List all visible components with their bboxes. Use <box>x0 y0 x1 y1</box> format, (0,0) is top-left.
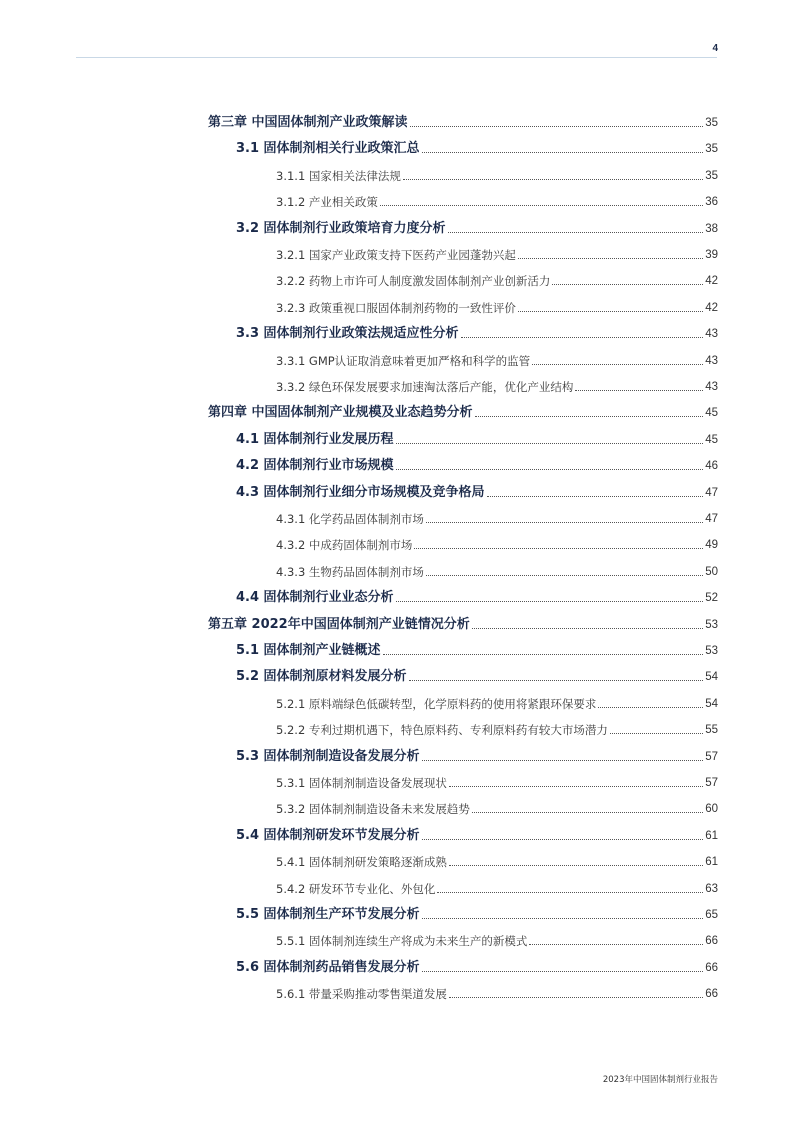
toc-entry-page: 39 <box>705 249 718 261</box>
toc-entry-title: 4.4 固体制剂行业业态分析 <box>236 590 394 606</box>
dot-leader <box>487 496 704 497</box>
toc-entry-title: 第三章 中国固体制剂产业政策解读 <box>208 115 408 130</box>
toc-entry-page: 66 <box>705 935 718 948</box>
toc-entry-level-3[interactable] <box>276 930 718 948</box>
toc-entry-title: 3.1 固体制剂相关行业政策汇总 <box>236 141 420 157</box>
dot-leader <box>410 126 704 127</box>
toc-entry-page: 38 <box>705 222 718 235</box>
toc-entry-level-2[interactable] <box>236 218 718 236</box>
toc-entry-page: 66 <box>705 961 718 974</box>
toc-entry-level-2[interactable] <box>236 957 718 975</box>
toc-entry-title: 3.3.2 绿色环保发展要求加速淘汰落后产能，优化产业结构 <box>276 380 574 394</box>
dot-leader <box>396 443 704 444</box>
toc-entry-level-3[interactable] <box>276 508 718 526</box>
toc-entry-title: 5.4 固体制剂研发环节发展分析 <box>236 827 420 843</box>
toc-entry-page: 50 <box>705 565 718 578</box>
toc-entry-page: 54 <box>705 671 718 684</box>
dot-leader <box>422 152 704 153</box>
toc-entry-page: 35 <box>705 169 718 182</box>
dot-leader <box>598 707 703 708</box>
toc-entry-level-3[interactable] <box>276 376 718 394</box>
dot-leader <box>461 337 704 338</box>
toc-entry-title: 5.4.2 研发环节专业化、外包化 <box>276 881 436 896</box>
report-footer: 2023年中国固体制剂行业报告 <box>602 1075 718 1085</box>
toc-entry-title: 5.1 固体制剂产业链概述 <box>236 643 381 658</box>
toc-entry-title: 第五章 2022年中国固体制剂产业链情况分析 <box>208 616 470 632</box>
dot-leader <box>403 179 703 180</box>
toc-entry-title: 3.3.1 GMP认证取消意味着更加严格和科学的监管 <box>276 353 531 368</box>
toc-entry-level-2[interactable] <box>236 746 718 764</box>
dot-leader <box>449 865 703 866</box>
dot-leader <box>422 918 704 919</box>
dot-leader <box>532 364 703 365</box>
toc-entry-level-2[interactable] <box>236 640 718 658</box>
toc-entry-title: 3.2 固体制剂行业政策培育力度分析 <box>236 220 446 236</box>
toc-entry-level-2[interactable] <box>236 587 718 605</box>
toc-entry-page: 49 <box>705 539 718 552</box>
dot-leader <box>422 971 704 972</box>
toc-entry-page: 43 <box>705 381 718 393</box>
toc-entry-level-3[interactable] <box>276 983 718 1001</box>
toc-entry-title: 5.5 固体制剂生产环节发展分析 <box>236 907 420 922</box>
dot-leader <box>414 548 703 549</box>
toc-entry-page: 46 <box>705 460 718 473</box>
toc-entry-page: 35 <box>705 143 718 156</box>
dot-leader <box>426 575 703 576</box>
toc-entry-page: 57 <box>705 750 718 763</box>
toc-entry-title: 3.3 固体制剂行业政策法规适应性分析 <box>236 326 459 342</box>
toc-entry-title: 3.2.1 国家产业政策支持下医药产业园蓬勃兴起 <box>276 248 516 262</box>
dot-leader <box>449 786 703 787</box>
toc-entry-level-3[interactable] <box>276 693 718 711</box>
toc-entry-page: 66 <box>705 988 718 1001</box>
toc-entry-title: 4.3 固体制剂行业细分市场规模及竞争格局 <box>236 484 485 500</box>
dot-leader <box>518 311 703 312</box>
dot-leader <box>518 258 703 259</box>
toc-entry-title: 3.2.3 政策重视口服固体制剂药物的一致性评价 <box>276 300 516 315</box>
dot-leader <box>472 628 703 629</box>
toc-entry-page: 57 <box>705 777 718 789</box>
toc-entry-title: 3.1.2 产业相关政策 <box>276 195 378 210</box>
dot-leader <box>422 839 704 840</box>
toc-entry-title: 5.2 固体制剂原材料发展分析 <box>236 669 407 685</box>
toc-entry-title: 3.2.2 药物上市许可人制度激发固体制剂产业创新活力 <box>276 274 551 289</box>
toc-entry-level-3[interactable] <box>276 851 718 869</box>
toc-entry-level-2[interactable] <box>236 455 718 473</box>
toc-entry-title: 5.6 固体制剂药品销售发展分析 <box>236 959 420 975</box>
toc-entry-page: 54 <box>705 697 718 710</box>
dot-leader <box>396 469 704 470</box>
toc-entry-page: 42 <box>705 275 718 288</box>
toc-entry-title: 5.2.1 原料端绿色低碳转型，化学原料药的使用将紧跟环保要求 <box>276 696 597 711</box>
toc-entry-page: 47 <box>705 486 718 499</box>
toc-entry-page: 43 <box>705 328 718 341</box>
toc-entry-page: 63 <box>705 882 718 895</box>
toc-entry-page: 36 <box>705 196 718 209</box>
toc-entry-page: 45 <box>705 433 718 446</box>
toc-entry-title: 5.4.1 固体制剂研发策略逐渐成熟 <box>276 855 447 870</box>
toc-entry-level-2[interactable] <box>236 138 718 156</box>
toc-entry-page: 42 <box>705 301 718 314</box>
toc-entry-level-3[interactable] <box>276 297 718 315</box>
dot-leader <box>575 390 703 391</box>
toc-entry-title: 第四章 中国固体制剂产业规模及业态趋势分析 <box>208 405 473 421</box>
toc-entry-level-3[interactable] <box>276 719 718 737</box>
toc-entry-title: 3.1.1 国家相关法律法规 <box>276 168 401 183</box>
toc-entry-title: 4.3.2 中成药固体制剂市场 <box>276 538 413 553</box>
toc-entry-page: 47 <box>705 513 718 525</box>
dot-leader <box>552 284 703 285</box>
toc-entry-title: 5.3 固体制剂制造设备发展分析 <box>236 748 420 764</box>
toc-entry-level-1[interactable] <box>208 614 718 632</box>
toc-entry-level-3[interactable] <box>276 270 718 288</box>
toc-entry-title: 4.3.3 生物药品固体制剂市场 <box>276 564 424 579</box>
dot-leader <box>529 944 703 945</box>
toc-entry-level-3[interactable] <box>276 165 718 183</box>
dot-leader <box>380 205 703 206</box>
toc-entry-level-2[interactable] <box>236 666 718 684</box>
dot-leader <box>426 522 703 523</box>
toc-entry-page: 65 <box>705 909 718 921</box>
toc-entry-page: 43 <box>705 354 718 367</box>
dot-leader <box>422 760 704 761</box>
toc-entry-title: 5.2.2 专利过期机遇下，特色原料药、专利原料药有较大市场潜力 <box>276 723 608 738</box>
toc-entry-level-3[interactable] <box>276 561 718 579</box>
toc-entry-level-2[interactable] <box>236 323 718 341</box>
toc-entry-level-2[interactable] <box>236 904 718 922</box>
toc-entry-level-3[interactable] <box>276 798 718 816</box>
dot-leader <box>449 997 703 998</box>
toc-entry-level-3[interactable] <box>276 534 718 552</box>
toc-entry-title: 5.3.1 固体制剂制造设备发展现状 <box>276 776 447 790</box>
toc-entry-level-3[interactable] <box>276 878 718 896</box>
toc-entry-level-3[interactable] <box>276 772 718 790</box>
dot-leader <box>610 733 703 734</box>
toc-entry-page: 60 <box>705 803 718 816</box>
toc-entry-page: 52 <box>705 592 718 605</box>
toc-entry-page: 61 <box>705 856 718 869</box>
toc-entry-page: 53 <box>705 618 718 631</box>
dot-leader <box>472 812 703 813</box>
toc-entry-title: 5.5.1 固体制剂连续生产将成为未来生产的新模式 <box>276 934 528 949</box>
toc-entry-title: 5.3.2 固体制剂制造设备未来发展趋势 <box>276 802 470 817</box>
dot-leader <box>383 654 704 655</box>
toc-entry-level-3[interactable] <box>276 244 718 262</box>
toc-entry-title: 5.6.1 带量采购推动零售渠道发展 <box>276 987 447 1002</box>
toc-entry-page: 61 <box>705 829 718 842</box>
dot-leader <box>448 232 704 233</box>
toc-entry-level-1[interactable] <box>208 112 718 130</box>
page-number: 4 <box>712 43 718 54</box>
toc-entry-level-3[interactable] <box>276 350 718 368</box>
dot-leader <box>437 892 703 893</box>
toc-entry-title: 4.1 固体制剂行业发展历程 <box>236 431 394 447</box>
toc-entry-level-2[interactable] <box>236 825 718 843</box>
dot-leader <box>409 680 704 681</box>
toc-entry-title: 4.3.1 化学药品固体制剂市场 <box>276 512 424 526</box>
toc-entry-page: 35 <box>705 117 718 129</box>
dot-leader <box>475 416 704 417</box>
toc-entry-level-3[interactable] <box>276 191 718 209</box>
toc-entry-page: 45 <box>705 407 718 420</box>
toc-entry-level-2[interactable] <box>236 429 718 447</box>
toc-entry-title: 4.2 固体制剂行业市场规模 <box>236 458 394 474</box>
toc-entry-page: 53 <box>705 645 718 657</box>
toc-entry-page: 55 <box>705 724 718 737</box>
toc-entry-level-2[interactable] <box>236 482 718 500</box>
toc-entry-level-1[interactable] <box>208 402 718 420</box>
dot-leader <box>396 601 704 602</box>
